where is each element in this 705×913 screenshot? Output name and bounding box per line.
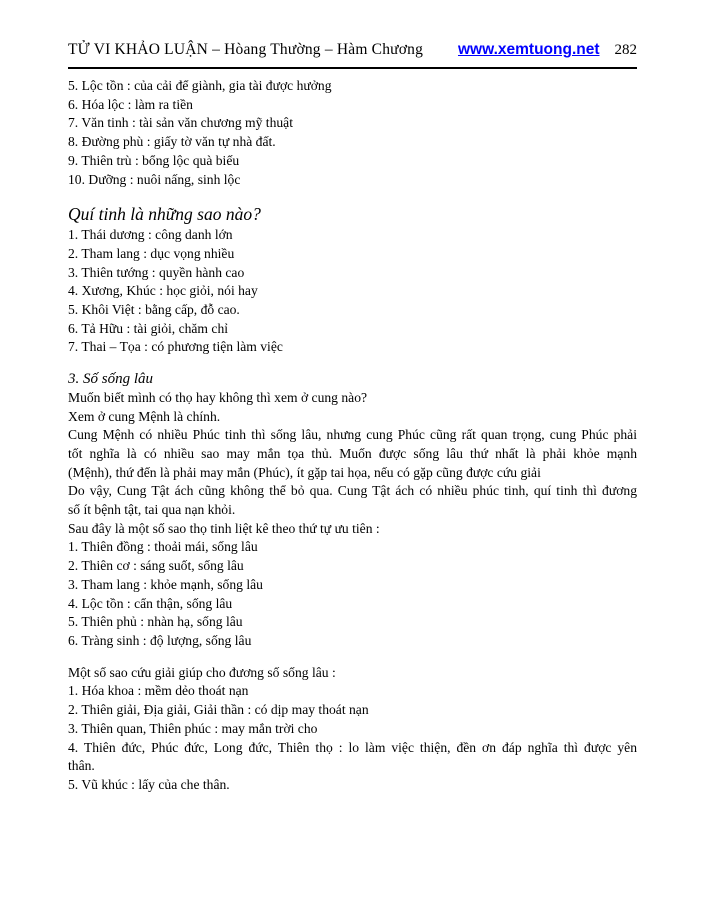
text-line: 10. Dưỡng : nuôi nấng, sinh lộc [68, 171, 241, 187]
website-link[interactable]: www.xemtuong.net [457, 41, 600, 58]
text-line: Một số sao cứu giải giúp cho đương số sống lâu : [68, 664, 336, 680]
text-line: 1. Thái dương : công danh lớn [68, 227, 233, 243]
text-line: 3. Thiên quan, Thiên phúc : may mắn trời cho [68, 720, 318, 736]
text-line: 6. Tràng sinh : độ lượng, sống lâu [68, 632, 252, 648]
text-line: 2. Thiên cơ : sáng suốt, sống lâu [68, 558, 244, 574]
header-right-group [458, 40, 637, 60]
section-heading: 3. Số sống lâu [68, 371, 154, 388]
text-line: 8. Đường phù : giấy tờ văn tự nhà đất. [68, 134, 276, 150]
text-line: 2. Tham lang : dục vọng nhiều [68, 245, 235, 261]
text-line: Muốn biết mình có thọ hay không thì xem ở cung nào? [68, 389, 368, 405]
text-line: 3. Tham lang : khỏe mạnh, sống lâu [68, 576, 263, 592]
text-line: 4. Lộc tồn : cẩn thận, sống lâu [68, 595, 233, 611]
page-header [68, 40, 637, 60]
text-line: 1. Thiên đồng : thoải mái, sống lâu [68, 539, 258, 555]
page-number: 282 [614, 42, 637, 58]
text-line: thân. [68, 758, 95, 774]
text-line: 4. Xương, Khúc : học giỏi, nói hay [68, 283, 258, 299]
text-line: 5. Lộc tồn : của cải để giành, gia tài được hưởng [68, 78, 332, 93]
text-line: 7. Văn tinh : tài sản văn chương mỹ thuật [68, 115, 293, 131]
text-line: Xem ở cung Mệnh là chính. [68, 408, 221, 424]
text-line: 5. Khôi Việt : bằng cấp, đỗ cao. [68, 302, 240, 318]
text-line: 1. Hóa khoa : mềm dẻo thoát nạn [68, 683, 249, 699]
section-heading: Quí tinh là những sao nào? [68, 204, 261, 225]
text-line: tốt nghĩa là có nhiều sao may mắn tọa thủ. Muốn được sống lâu thứ nhất là phải khỏe mạnh [68, 445, 637, 461]
text-line: Do vậy, Cung Tật ách cũng không thể bỏ qua. Cung Tật ách có nhiều phúc tinh, quí tinh thì đương [68, 483, 637, 499]
book-title: TỬ VI KHẢO LUẬN – Hòang Thường – Hàm Chương [68, 41, 424, 58]
header-divider [68, 67, 637, 69]
text-line: 6. Hóa lộc : làm ra tiền [68, 96, 193, 112]
text-line: 5. Thiên phủ : nhàn hạ, sống lâu [68, 614, 243, 630]
text-line: (Mệnh), thứ đến là phải may mắn (Phúc), ít gặp tai họa, nếu có gặp cũng được cứu giải [68, 464, 541, 480]
text-line: 5. Vũ khúc : lấy của che thân. [68, 776, 230, 792]
text-line: số ít bệnh tật, tai qua nạn khỏi. [68, 502, 236, 518]
text-line: 7. Thai – Tọa : có phương tiện làm việc [68, 339, 283, 355]
text-line: 2. Thiên giải, Địa giải, Giải thần : có dịp may thoát nạn [68, 702, 369, 718]
text-line: Cung Mệnh có nhiều Phúc tinh thì sống lâu, nhưng cung Phúc cũng rất quan trọng, cung Phúc phải [68, 427, 637, 443]
text-line: Sau đây là một số sao thọ tinh liệt kê theo thứ tự ưu tiên : [68, 520, 380, 536]
text-line: 3. Thiên tướng : quyền hành cao [68, 264, 245, 280]
text-line: 6. Tả Hữu : tài giỏi, chăm chỉ [68, 320, 229, 336]
text-line: 4. Thiên đức, Phúc đức, Long đức, Thiên thọ : lo làm việc thiện, đền ơn đáp nghĩa thì được yên [68, 739, 637, 755]
page-body [68, 77, 637, 795]
text-line: 9. Thiên trù : bổng lộc quà biếu [68, 152, 240, 168]
